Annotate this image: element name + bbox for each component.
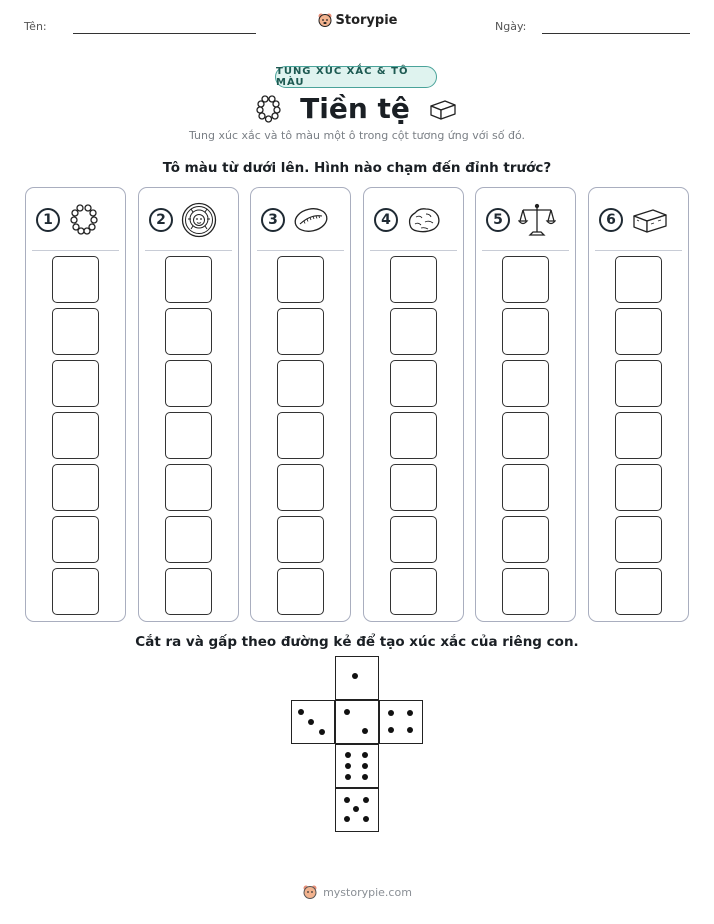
activity-badge: TUNG XÚC XẮC & TÔ MÀU	[275, 66, 437, 88]
die-face-1	[335, 656, 379, 700]
color-cell[interactable]	[165, 568, 212, 615]
die-pip	[352, 673, 358, 679]
bead-necklace-icon	[256, 95, 282, 123]
name-line	[73, 33, 256, 34]
cowrie-shell-icon	[293, 206, 329, 234]
column-number: 5	[486, 208, 510, 232]
column-number: 6	[599, 208, 623, 232]
die-pip	[362, 752, 368, 758]
color-cell[interactable]	[390, 308, 437, 355]
die-pip	[362, 763, 368, 769]
column-number: 1	[36, 208, 60, 232]
bear-logo-icon	[317, 12, 333, 28]
color-cell[interactable]	[390, 568, 437, 615]
column-3	[250, 187, 351, 622]
column-number: 3	[261, 208, 285, 232]
die-pip	[388, 727, 394, 733]
color-cell[interactable]	[52, 464, 99, 511]
salt-block-icon	[428, 97, 458, 121]
color-cell[interactable]	[165, 412, 212, 459]
color-cell[interactable]	[277, 360, 324, 407]
color-cell[interactable]	[165, 256, 212, 303]
color-cell[interactable]	[277, 256, 324, 303]
footer	[0, 884, 714, 900]
color-cell[interactable]	[277, 516, 324, 563]
bear-logo-icon	[302, 884, 318, 900]
brand-name: Storypie	[335, 12, 398, 28]
color-cell[interactable]	[390, 464, 437, 511]
date-line	[542, 33, 690, 34]
footer-url[interactable]: mystorypie.com	[323, 885, 412, 899]
color-cell[interactable]	[502, 412, 549, 459]
die-pip	[308, 719, 314, 725]
color-cell[interactable]	[615, 308, 662, 355]
die-pip	[362, 728, 368, 734]
color-cell[interactable]	[502, 308, 549, 355]
die-pip	[344, 709, 350, 715]
color-cell[interactable]	[52, 256, 99, 303]
color-cell[interactable]	[277, 464, 324, 511]
die-face-5	[335, 788, 379, 832]
color-cell[interactable]	[390, 516, 437, 563]
die-pip	[344, 816, 350, 822]
date-label: Ngày:	[495, 20, 527, 33]
color-cell[interactable]	[615, 516, 662, 563]
die-face-2	[335, 700, 379, 744]
die-pip	[319, 729, 325, 735]
cut-instruction: Cắt ra và gấp theo đường kẻ để tạo xúc xắc của riêng con.	[135, 634, 579, 650]
die-pip	[407, 710, 413, 716]
die-pip	[388, 710, 394, 716]
column-divider	[595, 250, 682, 251]
column-divider	[370, 250, 457, 251]
color-cell[interactable]	[277, 568, 324, 615]
bead-necklace-icon	[68, 204, 100, 236]
die-pip	[363, 797, 369, 803]
column-divider	[257, 250, 344, 251]
column-6	[588, 187, 689, 622]
color-cell[interactable]	[390, 412, 437, 459]
color-cell[interactable]	[277, 412, 324, 459]
die-face-6	[335, 744, 379, 788]
color-cell[interactable]	[390, 256, 437, 303]
color-cell[interactable]	[277, 308, 324, 355]
die-pip	[362, 774, 368, 780]
name-label: Tên:	[24, 20, 47, 33]
lion-coin-icon	[181, 202, 217, 238]
color-cell[interactable]	[615, 412, 662, 459]
column-5	[475, 187, 576, 622]
die-pip	[345, 763, 351, 769]
color-cell[interactable]	[165, 516, 212, 563]
color-cell[interactable]	[615, 360, 662, 407]
subtitle: Tung xúc xắc và tô màu một ô trong cột tương ứng với số đó.	[189, 129, 525, 142]
die-pip	[345, 774, 351, 780]
color-cell[interactable]	[502, 516, 549, 563]
instruction: Tô màu từ dưới lên. Hình nào chạm đến đỉnh trước?	[162, 160, 552, 176]
column-divider	[32, 250, 119, 251]
color-cell[interactable]	[52, 412, 99, 459]
die-pip	[344, 797, 350, 803]
stone-icon	[406, 205, 442, 235]
column-divider	[482, 250, 569, 251]
color-cell[interactable]	[502, 464, 549, 511]
die-pip	[298, 709, 304, 715]
die-face-4	[379, 700, 423, 744]
balance-scale-icon	[518, 202, 556, 238]
color-cell[interactable]	[52, 308, 99, 355]
color-cell[interactable]	[52, 516, 99, 563]
color-cell[interactable]	[165, 308, 212, 355]
column-divider	[145, 250, 232, 251]
color-cell[interactable]	[615, 464, 662, 511]
color-cell[interactable]	[615, 256, 662, 303]
column-number: 4	[374, 208, 398, 232]
die-pip	[353, 806, 359, 812]
color-cell[interactable]	[52, 568, 99, 615]
color-cell[interactable]	[502, 360, 549, 407]
color-cell[interactable]	[615, 568, 662, 615]
column-4	[363, 187, 464, 622]
color-cell[interactable]	[502, 568, 549, 615]
color-cell[interactable]	[165, 464, 212, 511]
brand-logo	[0, 12, 714, 32]
color-cell[interactable]	[52, 360, 99, 407]
die-pip	[345, 752, 351, 758]
die-pip	[363, 816, 369, 822]
die-pip	[407, 727, 413, 733]
page-title: Tiền tệ	[300, 92, 410, 125]
title-row	[0, 92, 714, 125]
column-2	[138, 187, 239, 622]
salt-block-icon	[631, 205, 669, 235]
column-number: 2	[149, 208, 173, 232]
color-cell[interactable]	[165, 360, 212, 407]
color-cell[interactable]	[390, 360, 437, 407]
die-face-3	[291, 700, 335, 744]
column-1	[25, 187, 126, 622]
color-cell[interactable]	[502, 256, 549, 303]
